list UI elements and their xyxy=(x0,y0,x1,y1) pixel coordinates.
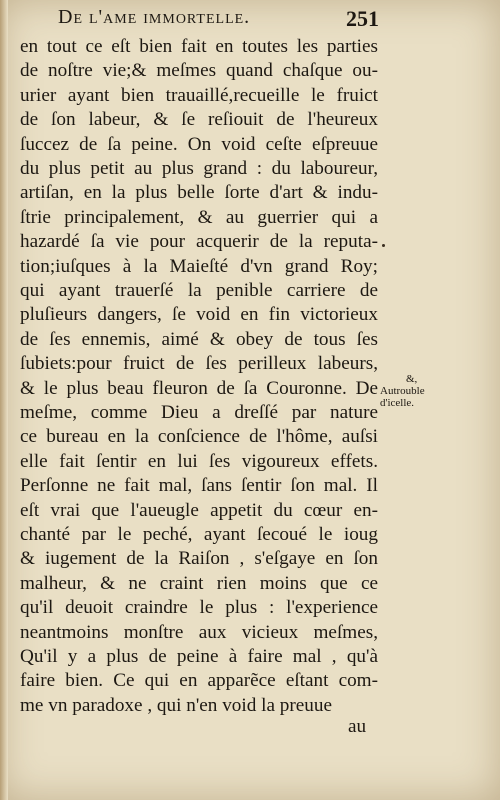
text-line: en tout ce eſt bien fait en toutes les parties xyxy=(20,36,378,57)
text-line: de ſes ennemis, aimé & obey de tous ſes xyxy=(20,328,378,350)
text-line: qu'il deuoit craindre le plus : l'experience xyxy=(20,597,378,619)
text-line: pluſieurs dangers, ſe void en fin victorieux xyxy=(20,304,378,326)
text-line: urier ayant bien trauaillé,recueille le fruict xyxy=(20,84,378,106)
text-line: elle fait ſentir en lui ſes vigoureux effets. xyxy=(20,450,378,472)
text-line: artiſan, en la plus belle ſorte d'art & indu- xyxy=(20,182,378,204)
text-line: ce bureau en la conſcience de l'hôme, auſsi xyxy=(20,426,378,448)
running-header: De l'ame immortelle. xyxy=(58,6,251,28)
text-line: hazardé ſa vie pour acquerir de la reputa- xyxy=(20,231,378,253)
text-line: ſuccez de ſa peine. On void ceſte eſpreuue xyxy=(20,133,378,155)
ink-speck xyxy=(382,244,385,247)
text-line: eſt vrai que l'aueugle appetit du cœur en- xyxy=(20,499,378,521)
catchword: au xyxy=(348,716,367,737)
margin-note xyxy=(380,373,460,409)
text-line: faire bien. Ce qui en apparẽce eſtant com- xyxy=(20,670,378,692)
text-line: Qu'il y a plus de peine à faire mal , qu'à xyxy=(20,646,378,667)
text-line: Perſonne ne fait mal, ſans ſentir ſon mal. Il xyxy=(20,475,378,497)
page-number: 251 xyxy=(346,6,379,31)
text-line: chanté par le peché, ayant ſecoué le ioug xyxy=(20,524,378,545)
text-line: de noſtre vie;& meſmes quand chaſque ou- xyxy=(20,60,378,82)
margin-note-line-1: &, xyxy=(406,373,418,385)
text-line: & iugement de la Raiſon , s'eſgaye en ſon xyxy=(20,548,378,570)
text-line: qui ayant trauerſé la penible carriere de xyxy=(20,280,378,301)
text-line: du plus petit au plus grand : du laboureur, xyxy=(20,158,378,179)
text-line: tion;iuſques à la Maieſté d'vn grand Roy; xyxy=(20,255,378,277)
text-line: meſme, comme Dieu a dreſſé par nature xyxy=(20,402,378,423)
margin-note-line-2: Autrouble xyxy=(380,385,425,397)
text-line: neantmoins monſtre aux vicieux meſmes, xyxy=(20,621,378,643)
margin-note-line-3: d'icelle. xyxy=(380,397,415,409)
text-line: de ſon labeur, & ſe reſiouit de l'heureux xyxy=(20,109,378,131)
text-line: ſubiets:pour fruict de ſes perilleux labeurs, xyxy=(20,353,378,375)
page-gutter-shadow xyxy=(0,0,8,800)
text-line: ſtrie principalement, & au guerrier qui a xyxy=(20,206,378,228)
text-line: & le plus beau fleuron de ſa Couronne. De xyxy=(20,377,378,399)
text-line: me vn paradoxe , qui n'en void la preuue xyxy=(20,694,332,716)
text-line: malheur, & ne craint rien moins que ce xyxy=(20,572,378,594)
